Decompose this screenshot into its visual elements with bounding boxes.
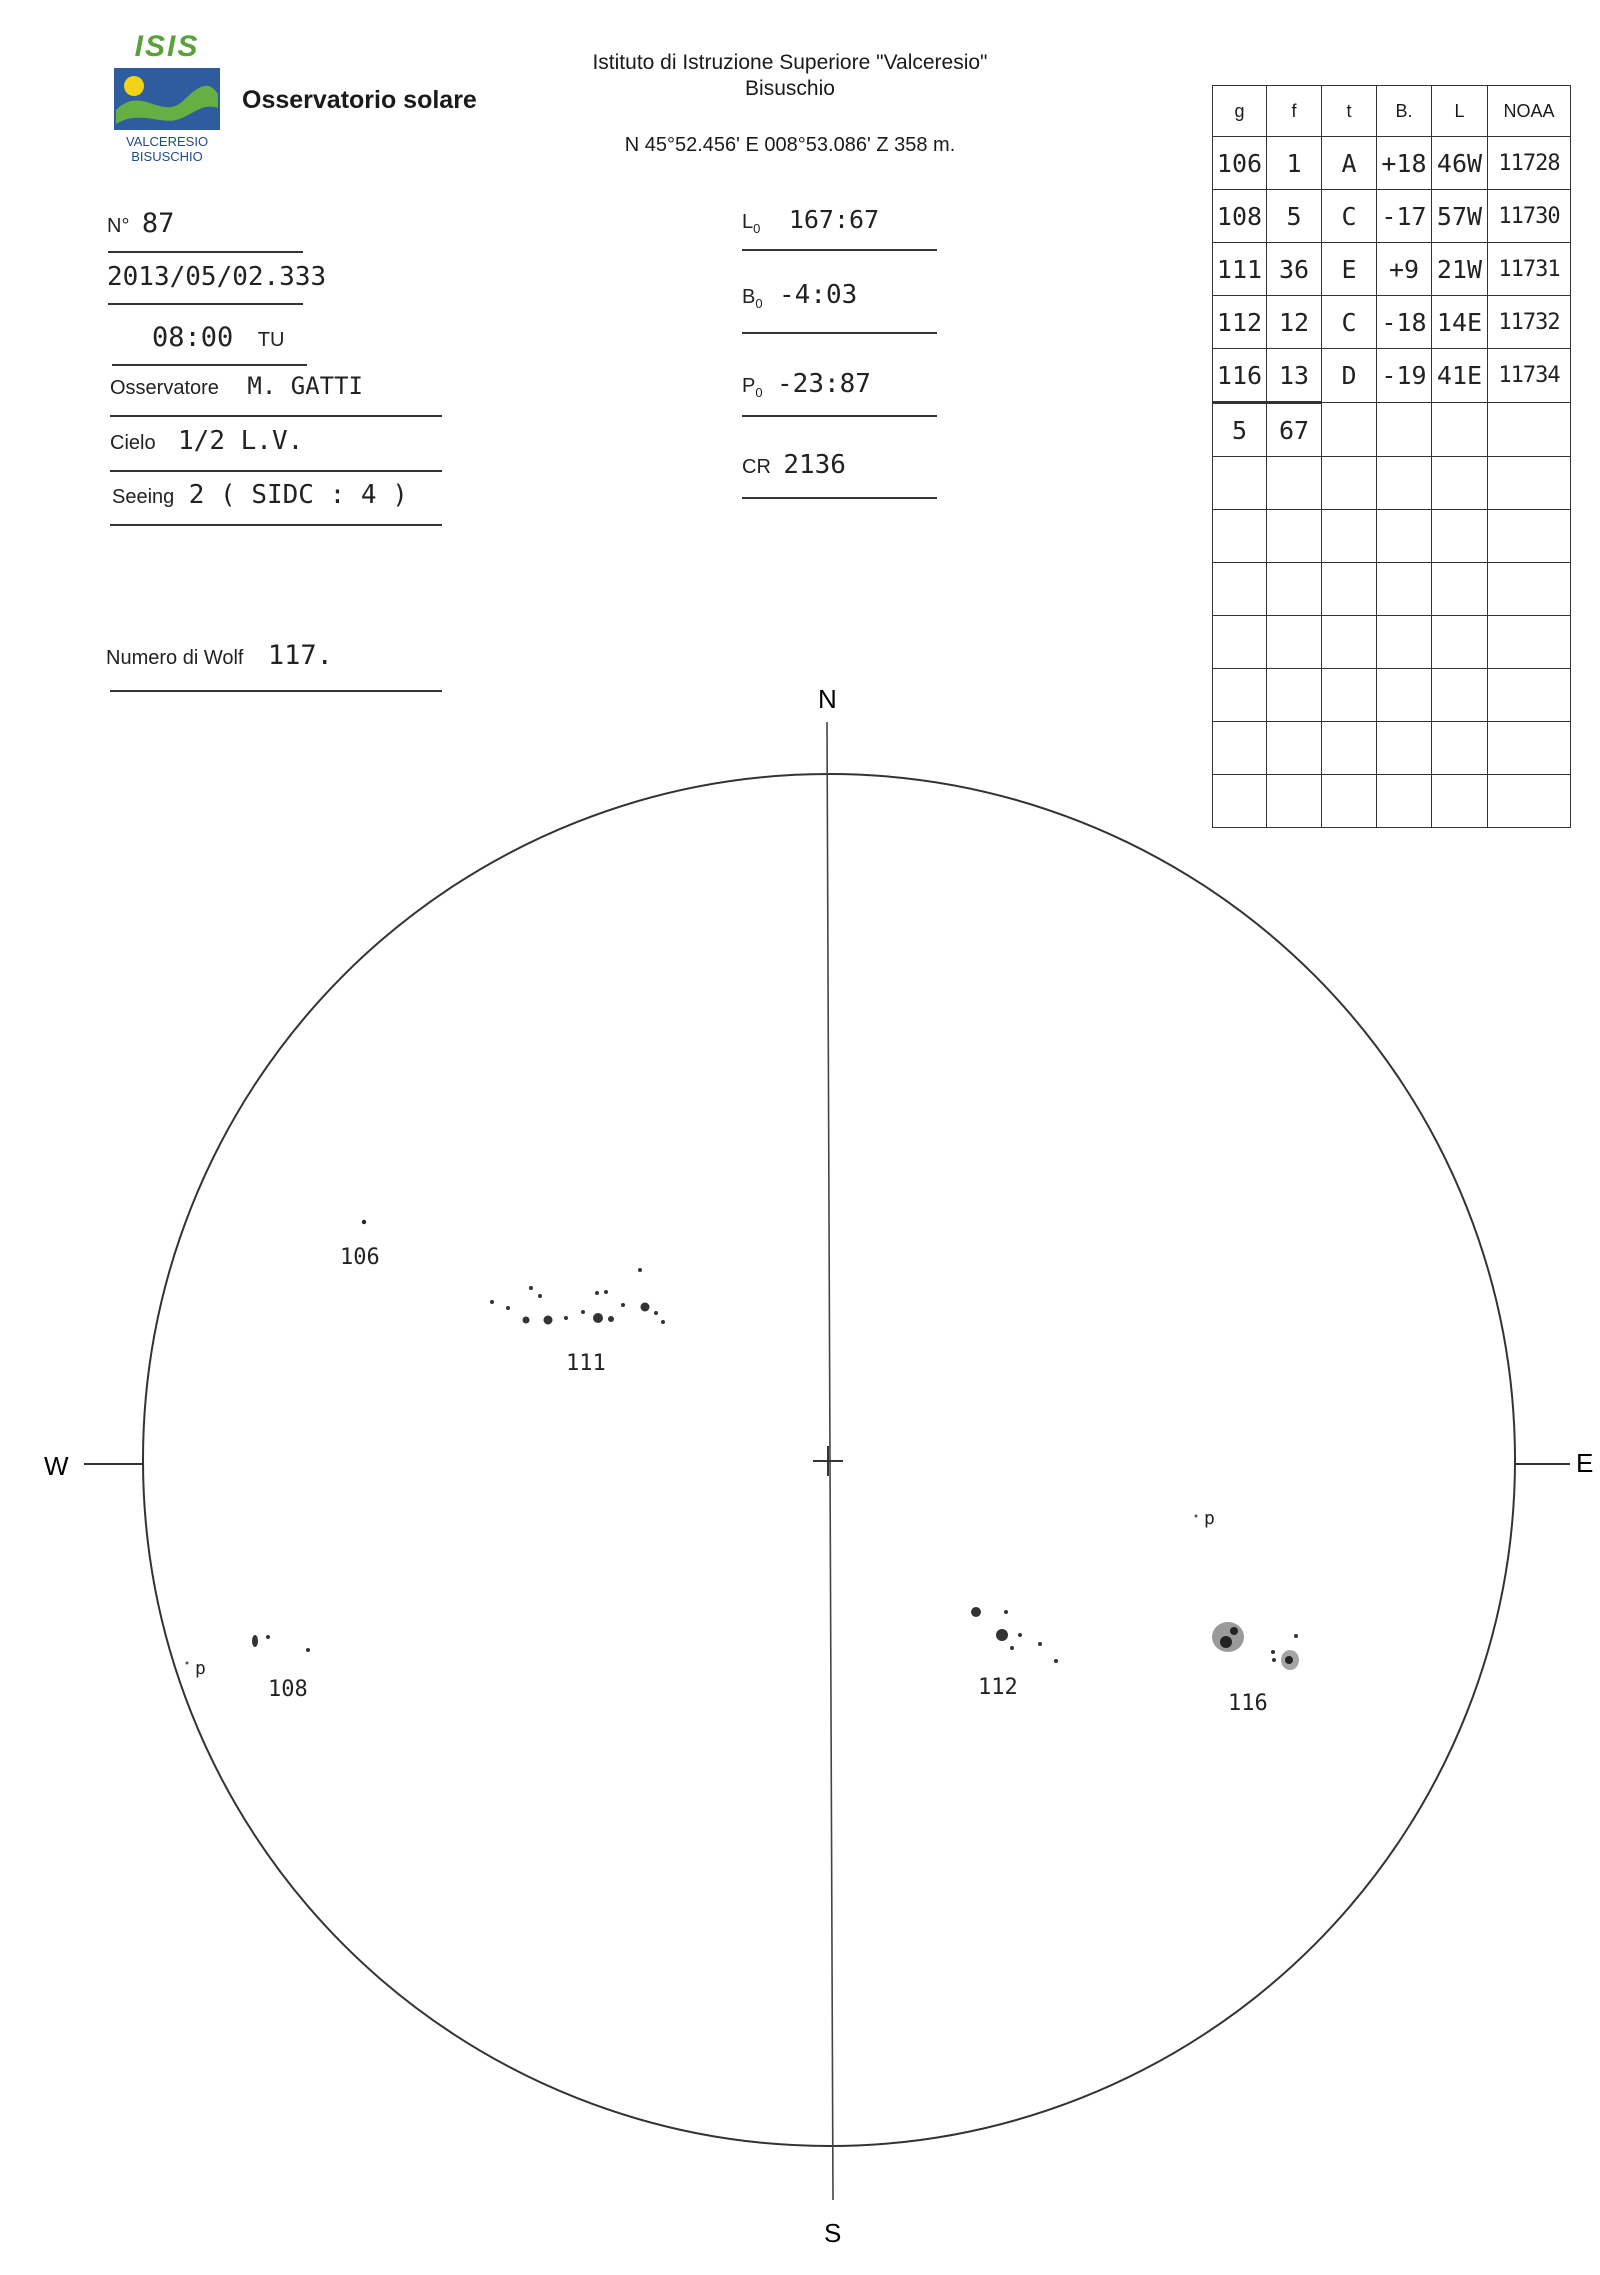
pore bbox=[186, 1662, 189, 1665]
table-cell: A bbox=[1322, 137, 1377, 190]
wolf-number-value: 117. bbox=[267, 640, 333, 671]
group-label-116: 116 bbox=[1228, 1691, 1268, 1716]
table-cell: 116 bbox=[1213, 349, 1267, 403]
institute-name: Istituto di Istruzione Superiore "Valceresio" bbox=[592, 51, 988, 74]
total-spots-cell: 67 bbox=[1267, 403, 1322, 457]
table-cell: 36 bbox=[1267, 243, 1322, 296]
column-header: B. bbox=[1377, 86, 1432, 137]
group-label-108: 108 bbox=[268, 1677, 308, 1702]
table-cell: E bbox=[1322, 243, 1377, 296]
table-cell: 13 bbox=[1267, 349, 1322, 403]
table-cell: 11730 bbox=[1488, 190, 1571, 243]
table-cell: -17 bbox=[1377, 190, 1432, 243]
total-groups-cell: 5 bbox=[1213, 403, 1267, 457]
record-number-value: 87 bbox=[141, 208, 175, 239]
column-header: f bbox=[1267, 86, 1322, 137]
table-cell: 57W bbox=[1432, 190, 1488, 243]
group-label-112: 112 bbox=[978, 1675, 1018, 1700]
sunspot-group-111 bbox=[490, 1268, 665, 1325]
south-label: S bbox=[824, 2218, 842, 2248]
B0-value: -4:03 bbox=[779, 280, 858, 310]
sunspot-group-116 bbox=[1212, 1622, 1299, 1670]
record-number-label: N° bbox=[107, 215, 130, 237]
table-cell: 21W bbox=[1432, 243, 1488, 296]
L0-subscript: 0 bbox=[753, 221, 761, 236]
table-cell: 106 bbox=[1213, 137, 1267, 190]
table-cell: 5 bbox=[1267, 190, 1322, 243]
north-label: N bbox=[818, 684, 837, 714]
table-cell: 12 bbox=[1267, 296, 1322, 349]
observation-time-unit: TU bbox=[257, 329, 285, 351]
table-cell: 11731 bbox=[1488, 243, 1571, 296]
table-cell: -18 bbox=[1377, 296, 1432, 349]
table-cell: C bbox=[1322, 296, 1377, 349]
logo-caption-line-2: BISUSCHIO bbox=[131, 149, 203, 164]
P0-letter: P bbox=[742, 375, 756, 397]
seeing-value: 2 ( SIDC : 4 ) bbox=[188, 480, 408, 510]
observer-label: Osservatore bbox=[110, 377, 219, 399]
P0-value: -23:87 bbox=[777, 369, 871, 399]
group-label-111: 111 bbox=[566, 1351, 606, 1376]
table-cell: 112 bbox=[1213, 296, 1267, 349]
pore-label: p bbox=[195, 1658, 206, 1679]
observation-time-value: 08:00 bbox=[152, 322, 234, 353]
CR-label: CR bbox=[742, 456, 771, 478]
table-cell: 11734 bbox=[1488, 349, 1571, 403]
table-cell: +18 bbox=[1377, 137, 1432, 190]
table-cell: 46W bbox=[1432, 137, 1488, 190]
table-cell: 11732 bbox=[1488, 296, 1571, 349]
table-cell: D bbox=[1322, 349, 1377, 403]
column-header: L bbox=[1432, 86, 1488, 137]
institute-town: Bisuschio bbox=[745, 77, 835, 100]
column-header: t bbox=[1322, 86, 1377, 137]
table-cell: C bbox=[1322, 190, 1377, 243]
column-header: NOAA bbox=[1488, 86, 1571, 137]
B0-letter: B bbox=[742, 286, 756, 308]
group-label-106: 106 bbox=[340, 1245, 380, 1270]
sky-label: Cielo bbox=[110, 432, 156, 454]
table-cell: 14E bbox=[1432, 296, 1488, 349]
logo-caption-line-1: VALCERESIO bbox=[125, 134, 209, 149]
CR-value: 2136 bbox=[783, 450, 846, 480]
B0-subscript: 0 bbox=[755, 296, 763, 311]
seeing-label: Seeing bbox=[112, 486, 175, 508]
observation-date: 2013/05/02.333 bbox=[107, 262, 327, 292]
table-cell: 11728 bbox=[1488, 137, 1571, 190]
observatory-coordinates: N 45°52.456' E 008°53.086' Z 358 m. bbox=[624, 134, 956, 156]
table-cell: +9 bbox=[1377, 243, 1432, 296]
P0-subscript: 0 bbox=[755, 385, 763, 400]
observer-value: M. GATTI bbox=[247, 372, 363, 400]
sunspot-group-108 bbox=[252, 1635, 310, 1652]
west-label: W bbox=[44, 1451, 69, 1481]
east-label: E bbox=[1576, 1448, 1594, 1478]
column-header: g bbox=[1213, 86, 1267, 137]
table-cell: -19 bbox=[1377, 349, 1432, 403]
pore bbox=[1195, 1515, 1198, 1518]
L0-letter: L bbox=[742, 211, 754, 233]
sunspot-group-112 bbox=[971, 1607, 1058, 1663]
sunspot bbox=[362, 1220, 366, 1224]
observatory-title: Osservatorio solare bbox=[242, 86, 477, 114]
table-cell: 111 bbox=[1213, 243, 1267, 296]
sky-value: 1/2 L.V. bbox=[178, 426, 304, 456]
table-cell: 108 bbox=[1213, 190, 1267, 243]
logo-text: ISIS bbox=[134, 30, 200, 63]
table-cell: 41E bbox=[1432, 349, 1488, 403]
L0-value: 167:67 bbox=[788, 205, 880, 234]
pore-label: p bbox=[1204, 1508, 1215, 1529]
table-cell: 1 bbox=[1267, 137, 1322, 190]
wolf-number-label: Numero di Wolf bbox=[106, 647, 244, 669]
